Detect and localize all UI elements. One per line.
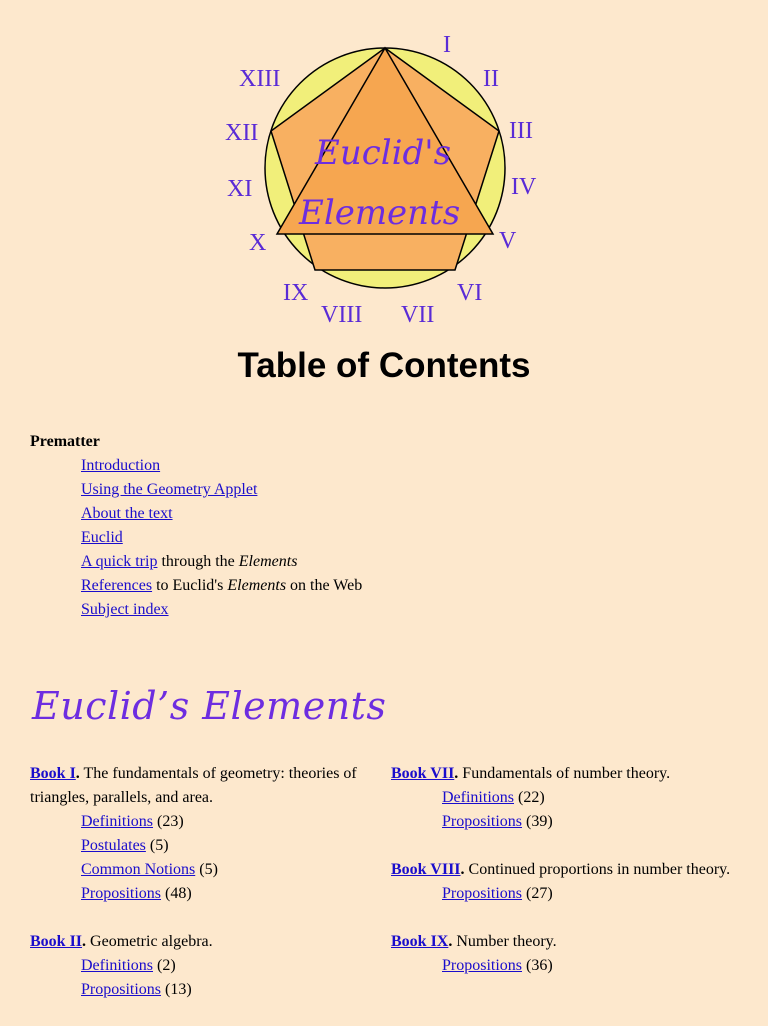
prematter-section	[30, 430, 410, 622]
about-text-link[interactable]: About the text	[81, 505, 173, 522]
introduction-link[interactable]: Introduction	[81, 457, 161, 474]
book-2	[30, 930, 360, 1002]
quick-trip-link[interactable]: A quick trip	[81, 553, 158, 570]
book-9-propositions-link[interactable]: Propositions	[442, 957, 523, 974]
logo-numeral-13: XIII	[239, 66, 281, 92]
book-2-parts	[30, 954, 360, 1002]
book-9-propositions-count: (36)	[522, 957, 553, 974]
book-8-link[interactable]: Book VIII	[391, 861, 461, 878]
logo-numeral-11: XI	[227, 176, 253, 202]
prematter-item-euclid	[81, 526, 410, 550]
book-1-common-notions-count: (5)	[195, 861, 218, 878]
logo-numeral-12: XII	[225, 120, 259, 146]
book-1-postulates-count: (5)	[145, 837, 169, 854]
book-9-propositions	[442, 954, 741, 978]
book-7-propositions-link[interactable]: Propositions	[442, 813, 523, 830]
book-7-dot: .	[454, 765, 459, 782]
prematter-item-geometry-applet	[81, 478, 410, 502]
book-8-description: Continued proportions in number theory.	[464, 861, 731, 878]
book-1-dot: .	[75, 765, 80, 782]
logo-numeral-5: V	[499, 228, 517, 254]
book-7-description: Fundamentals of number theory.	[458, 765, 671, 782]
book-8-propositions-count: (27)	[522, 885, 553, 902]
book-2-description: Geometric algebra.	[86, 933, 213, 950]
references-elements: Elements	[227, 577, 287, 594]
book-8-propositions-link[interactable]: Propositions	[442, 885, 523, 902]
book-1-propositions-link[interactable]: Propositions	[81, 885, 162, 902]
book-2-propositions	[81, 978, 360, 1002]
book-1-propositions-count: (48)	[161, 885, 192, 902]
logo-line2: Elements	[299, 193, 461, 233]
book-7-propositions-count: (39)	[522, 813, 553, 830]
book-8-propositions	[442, 882, 741, 906]
book-1-common-notions	[81, 858, 360, 882]
euclid-elements-logo	[225, 28, 545, 328]
book-8-dot: .	[460, 861, 465, 878]
page-title: Table of Contents	[237, 346, 531, 385]
book-9	[391, 930, 741, 978]
book-7	[391, 762, 741, 834]
book-1-propositions	[81, 882, 360, 906]
logo-numeral-6: VI	[457, 280, 483, 306]
book-7-definitions-count: (22)	[514, 789, 545, 806]
logo-numeral-10: X	[249, 230, 267, 256]
prematter-item-quick-trip	[81, 550, 410, 574]
book-8	[391, 858, 741, 906]
book-1-description: The fundamentals of geometry: theories of triangles, parallels, and area.	[30, 765, 357, 806]
logo-numeral-4: IV	[511, 174, 537, 200]
book-1-definitions-count: (23)	[153, 813, 184, 830]
book-7-propositions	[442, 810, 741, 834]
book-2-propositions-count: (13)	[161, 981, 192, 998]
references-link[interactable]: References	[81, 577, 153, 594]
book-8-parts	[391, 882, 741, 906]
quick-trip-elements: Elements	[238, 553, 298, 570]
book-1-definitions	[81, 810, 360, 834]
book-2-dot: .	[82, 933, 87, 950]
book-2-definitions-count: (2)	[153, 957, 176, 974]
prematter-heading: Prematter	[30, 433, 100, 450]
euclid-link[interactable]: Euclid	[81, 529, 123, 546]
book-1-definitions-link[interactable]: Definitions	[81, 813, 153, 830]
book-9-link[interactable]: Book IX	[391, 933, 449, 950]
book-1-common-notions-link[interactable]: Common Notions	[81, 861, 196, 878]
book-2-definitions	[81, 954, 360, 978]
book-7-definitions-link[interactable]: Definitions	[442, 789, 514, 806]
book-7-parts	[391, 786, 741, 834]
logo-line1: Euclid's	[315, 133, 452, 173]
book-1-postulates-link[interactable]: Postulates	[81, 837, 146, 854]
logo-numeral-8: VIII	[321, 302, 363, 328]
book-1	[30, 762, 360, 906]
logo-numeral-7: VII	[401, 302, 435, 328]
logo-numeral-2: II	[483, 66, 499, 92]
prematter-item-about-text	[81, 502, 410, 526]
references-tail: on the Web	[286, 577, 363, 594]
books-left-column	[30, 762, 360, 1026]
subject-index-link[interactable]: Subject index	[81, 601, 169, 618]
book-9-dot: .	[448, 933, 453, 950]
logo-numeral-9: IX	[283, 280, 309, 306]
prematter-list	[30, 454, 410, 622]
book-2-definitions-link[interactable]: Definitions	[81, 957, 153, 974]
book-7-link[interactable]: Book VII	[391, 765, 455, 782]
book-2-link[interactable]: Book II	[30, 933, 83, 950]
books-right-column	[391, 762, 741, 1002]
book-2-propositions-link[interactable]: Propositions	[81, 981, 162, 998]
book-1-postulates	[81, 834, 360, 858]
geometry-applet-link[interactable]: Using the Geometry Applet	[81, 481, 258, 498]
book-1-link[interactable]: Book I	[30, 765, 76, 782]
prematter-item-references	[81, 574, 410, 598]
book-1-parts	[30, 810, 360, 906]
references-text: to Euclid's	[152, 577, 228, 594]
book-7-definitions	[442, 786, 741, 810]
quick-trip-text: through the	[157, 553, 239, 570]
logo-numeral-1: I	[443, 32, 451, 58]
prematter-item-introduction	[81, 454, 410, 478]
section-title: Euclid’s Elements	[32, 684, 387, 728]
book-9-parts	[391, 954, 741, 978]
book-9-description: Number theory.	[452, 933, 557, 950]
prematter-item-subject-index	[81, 598, 410, 622]
logo-numeral-3: III	[509, 118, 533, 144]
